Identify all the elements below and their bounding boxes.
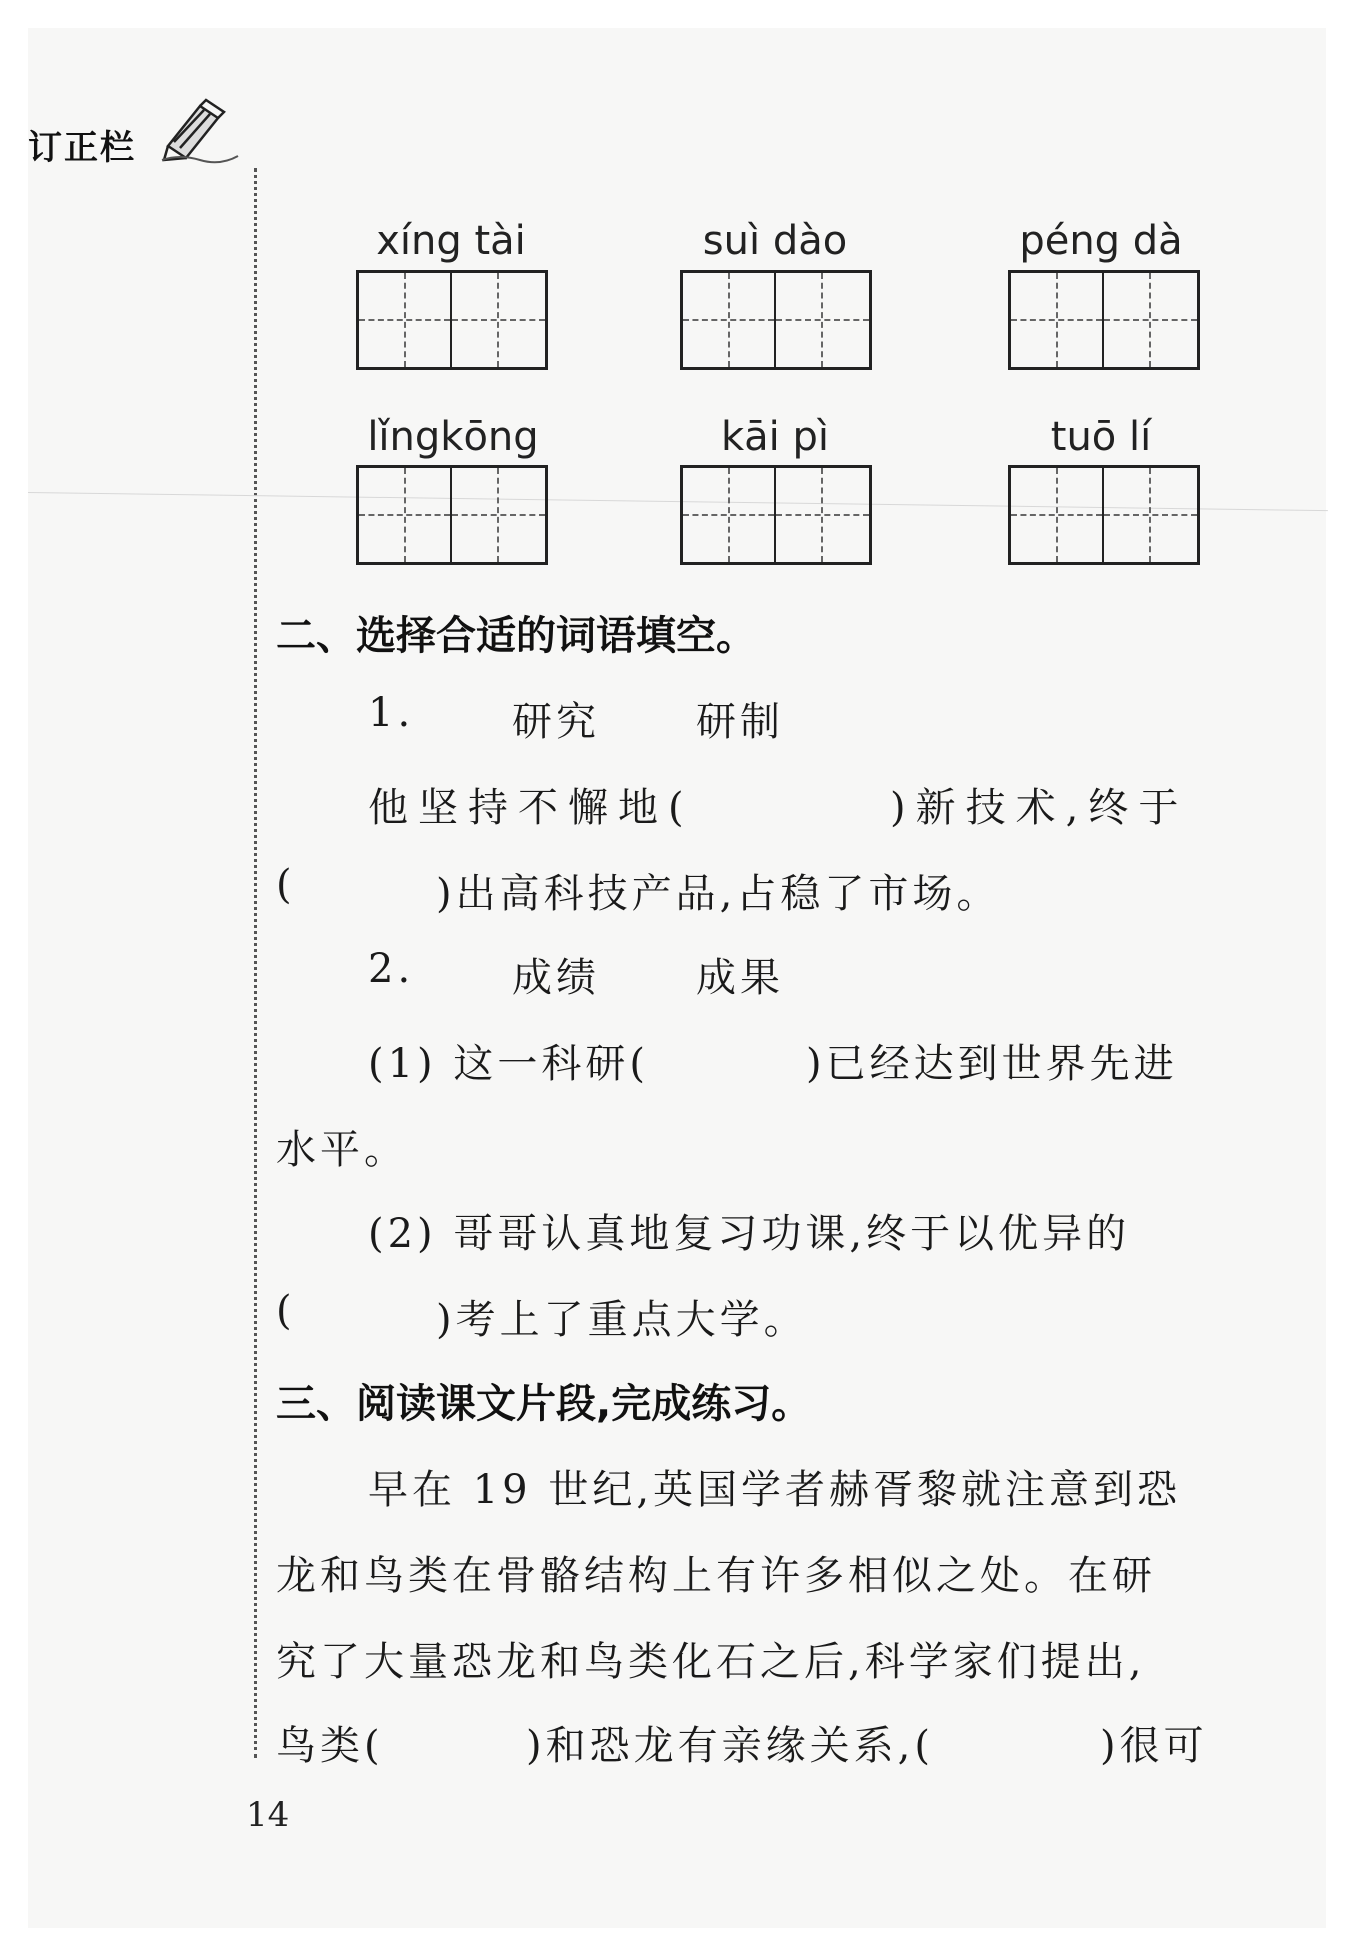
- passage-line: 鸟类(: [276, 1723, 384, 1769]
- word-choice: 研究: [512, 699, 600, 745]
- pencil-icon: [160, 98, 240, 164]
- passage-line: 早在 19 世纪,英国学者赫胥黎就注意到恐: [368, 1467, 1182, 1513]
- question-text: 他坚持不懈地(: [368, 785, 694, 831]
- question-text: (: [276, 862, 296, 908]
- word-choice: 研制: [696, 699, 784, 745]
- word-choice: 成果: [696, 955, 784, 1001]
- question-text: )新技术,终于: [890, 785, 1189, 831]
- character-writing-grid[interactable]: [356, 465, 548, 565]
- question-number: 2.: [368, 946, 415, 992]
- correction-column-label: 订正栏: [28, 128, 136, 168]
- character-writing-grid[interactable]: [356, 270, 548, 370]
- passage-line: 龙和鸟类在骨骼结构上有许多相似之处。在研: [276, 1553, 1156, 1599]
- character-writing-grid[interactable]: [1008, 465, 1200, 565]
- pinyin-label: kāi pì: [720, 414, 829, 460]
- character-writing-grid[interactable]: [680, 465, 872, 565]
- pinyin-label: suì dào: [702, 218, 848, 264]
- question-text: )已经达到世界先进: [806, 1041, 1178, 1087]
- question-text: 水平。: [276, 1127, 408, 1173]
- question-text: (1) 这一科研(: [368, 1041, 649, 1087]
- correction-column-divider: [254, 168, 257, 1758]
- pinyin-label: xíng tài: [376, 218, 526, 264]
- question-text: (: [276, 1288, 296, 1334]
- word-choice: 成绩: [512, 955, 600, 1001]
- pinyin-label: péng dà: [1019, 218, 1183, 264]
- page-number: 14: [246, 1795, 290, 1835]
- section-heading: 二、选择合适的词语填空。: [276, 613, 756, 659]
- pinyin-label: tuō lí: [1050, 414, 1152, 460]
- character-writing-grid[interactable]: [680, 270, 872, 370]
- question-number: 1.: [368, 690, 415, 736]
- section-heading: 三、阅读课文片段,完成练习。: [276, 1381, 812, 1427]
- passage-line: )很可: [1100, 1723, 1208, 1769]
- question-text: )考上了重点大学。: [436, 1297, 808, 1343]
- passage-line: 究了大量恐龙和鸟类化石之后,科学家们提出,: [276, 1639, 1146, 1685]
- character-writing-grid[interactable]: [1008, 270, 1200, 370]
- question-text: )出高科技产品,占稳了市场。: [436, 871, 1001, 917]
- passage-line: )和恐龙有亲缘关系,(: [526, 1723, 934, 1769]
- question-text: (2) 哥哥认真地复习功课,终于以优异的: [368, 1211, 1131, 1257]
- pinyin-label: lǐngkōng: [367, 414, 539, 460]
